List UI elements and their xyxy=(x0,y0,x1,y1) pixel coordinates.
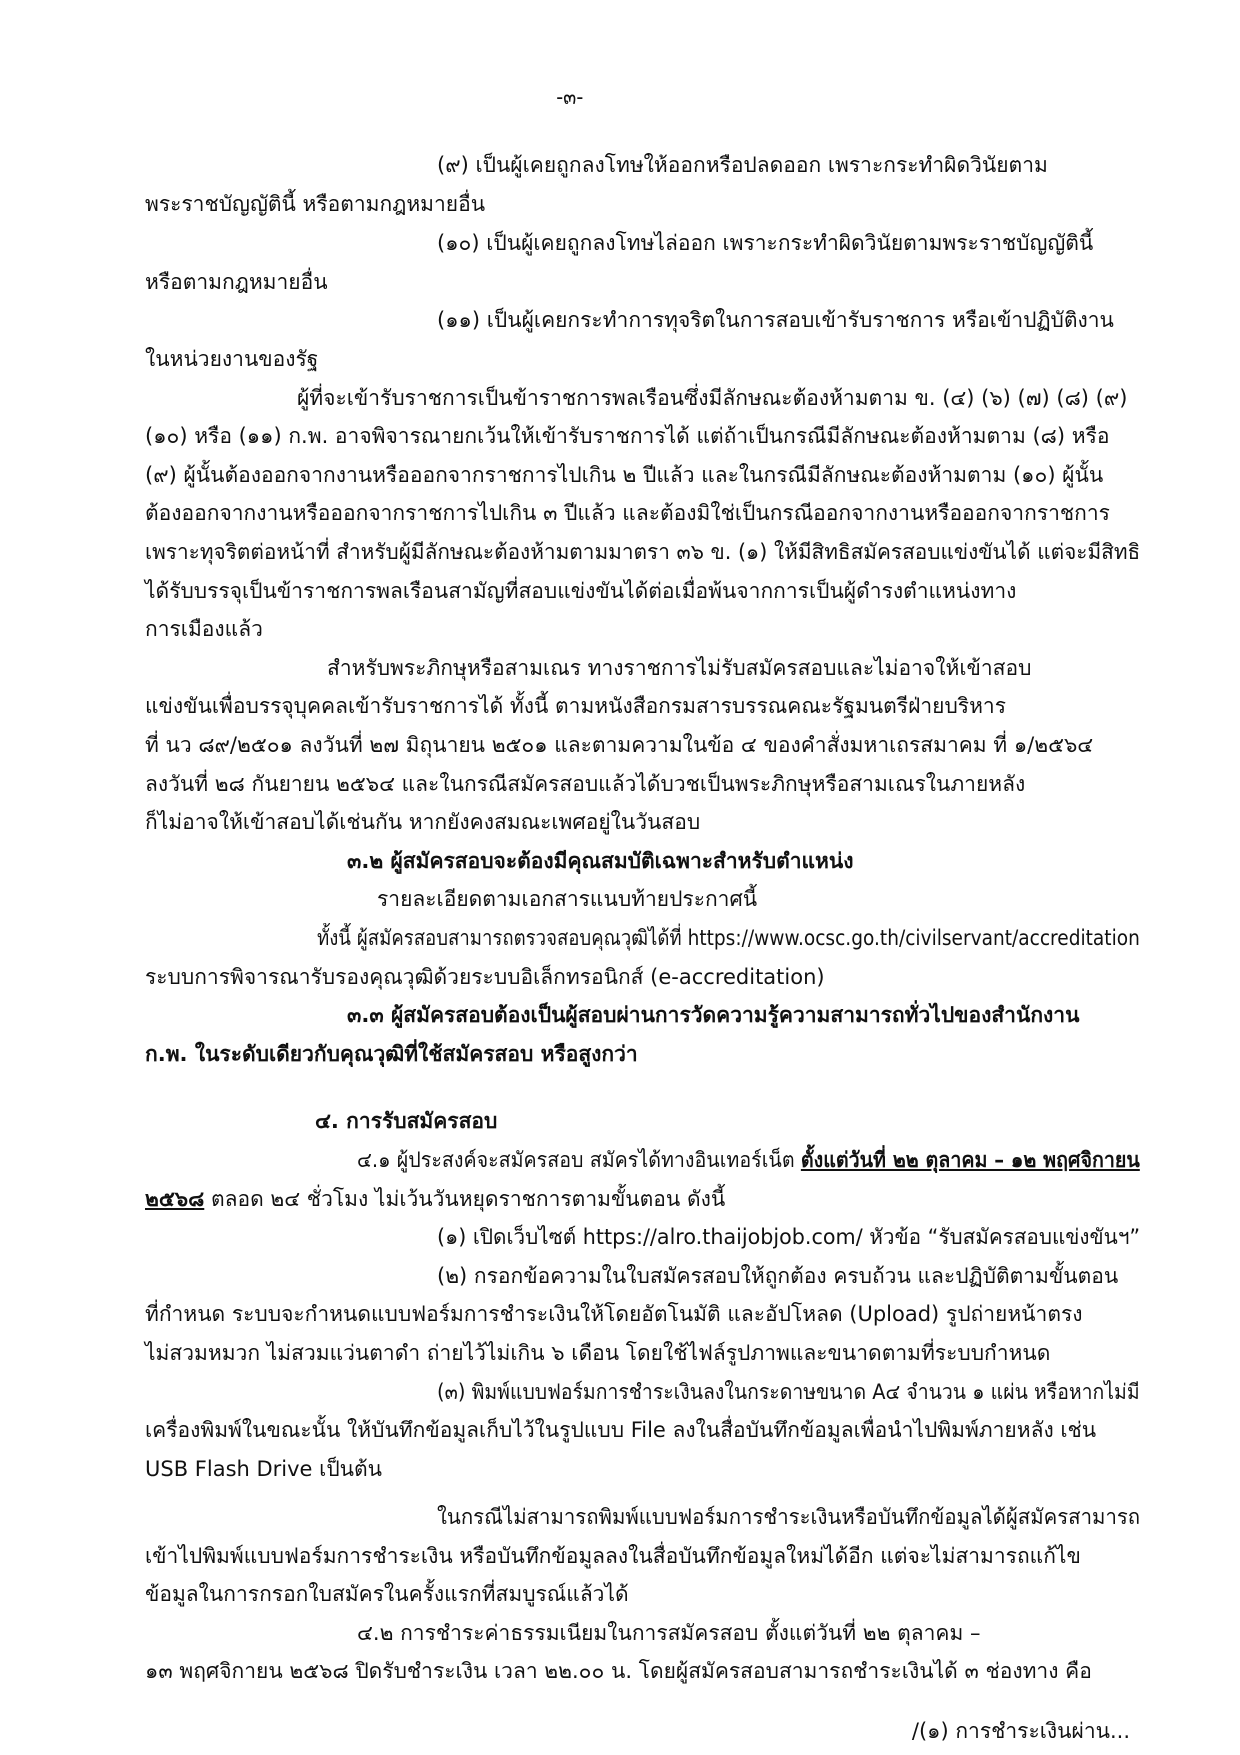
application-year: ๒๕๖๘ xyxy=(145,1186,205,1211)
text-line: ลงวันที่ ๒๘ กันยายน ๒๕๖๔ และในกรณีสมัครสอบแล้วได้บวชเป็นพระภิกษุหรือสามเณรในภายหลัง xyxy=(145,771,1026,796)
text-line: ในหน่วยงานของรัฐ xyxy=(145,346,319,371)
page-number: -๓- xyxy=(556,85,584,109)
text-line: ก็ไม่อาจให้เข้าสอบได้เช่นกัน หากยังคงสมณะเพศอยู่ในวันสอบ xyxy=(145,810,701,835)
text-line: ก.พ. ในระดับเดียวกับคุณวุฒิที่ใช้สมัครสอบ หรือสูงกว่า xyxy=(145,1041,638,1066)
text-line: USB Flash Drive เป็นต้น xyxy=(145,1456,383,1481)
text-line: ๑๓ พฤศจิกายน ๒๕๖๘ ปิดรับชำระเงิน เวลา ๒๒.๐๐ น. โดยผู้สมัครสอบสามารถชำระเงินได้ ๓ ช่องทาง คือ xyxy=(145,1659,1092,1684)
text-line: (๓) พิมพ์แบบฟอร์มการชำระเงินลงในกระดาษขนาด A๔ จำนวน ๑ แผ่น หรือหากไม่มี xyxy=(437,1379,1140,1404)
text-line: ได้รับบรรจุเป็นข้าราชการพลเรือนสามัญที่สอบแข่งขันได้ต่อเมื่อพ้นจากการเป็นผู้ดำรงตำแหน่งทาง xyxy=(145,578,1017,603)
text-line: ไม่สวมหมวก ไม่สวมแว่นตาดำ ถ่ายไว้ไม่เกิน ๖ เดือน โดยใช้ไฟล์รูปภาพและขนาดตามที่ระบบกำหนด xyxy=(145,1340,1051,1365)
text-line: ทั้งนี้ ผู้สมัครสอบสามารถตรวจสอบคุณวุฒิได้ที่ https://www.ocsc.go.th/civilservant/accreditation xyxy=(317,925,1140,950)
text-line: ต้องออกจากงานหรือออกจากราชการไปเกิน ๓ ปีแล้ว และต้องมิใช่เป็นกรณีออกจากงานหรือออกจากราชการ xyxy=(145,501,1110,526)
text-line: (๙) เป็นผู้เคยถูกลงโทษให้ออกหรือปลดออก เพราะกระทำผิดวินัยตาม xyxy=(437,153,1048,177)
text-line xyxy=(145,1184,725,1214)
text-line: การเมืองแล้ว xyxy=(145,617,263,642)
text-line: รายละเอียดตามเอกสารแนบท้ายประกาศนี้ xyxy=(377,887,758,912)
text-line: ผู้ที่จะเข้ารับราชการเป็นข้าราชการพลเรือนซึ่งมีลักษณะต้องห้ามตาม ข. (๔) (๖) (๗) (๘) (๙) xyxy=(297,385,1128,410)
text-line: (๒) กรอกข้อความในใบสมัครสอบให้ถูกต้อง ครบถ้วน และปฏิบัติตามขั้นตอน xyxy=(437,1263,1119,1288)
text-line: (๑๑) เป็นผู้เคยกระทำการทุจริตในการสอบเข้ารับราชการ หรือเข้าปฏิบัติงาน xyxy=(437,308,1114,333)
text-line: เข้าไปพิมพ์แบบฟอร์มการชำระเงิน หรือบันทึกข้อมูลลงในสื่อบันทึกข้อมูลใหม่ได้อีก แต่จะไม่สามารถแก้ไข xyxy=(145,1543,1081,1568)
text-line: (๑๐) หรือ (๑๑) ก.พ. อาจพิจารณายกเว้นให้เข้ารับราชการได้ แต่ถ้าเป็นกรณีมีลักษณะต้องห้ามตาม (๘) หรือ xyxy=(145,424,1110,449)
application-period: ตั้งแต่วันที่ ๒๒ ตุลาคม – ๑๒ พฤศจิกายน xyxy=(800,1147,1140,1172)
text-line: ที่ นว ๘๙/๒๕๐๑ ลงวันที่ ๒๗ มิถุนายน ๒๕๐๑ และตามความในข้อ ๔ ของคำสั่งมหาเถรสมาคม ที่ ๑/๒๕๖๔ xyxy=(145,732,1094,757)
text-line: เครื่องพิมพ์ในขณะนั้น ให้บันทึกข้อมูลเก็บไว้ในรูปแบบ File ลงในสื่อบันทึกข้อมูลเพื่อนำไปพิมพ์ภายหลัง เช่น xyxy=(145,1418,1097,1443)
text-line: (๑) เปิดเว็บไซต์ https://alro.thaijobjob.com/ หัวข้อ “รับสมัครสอบแข่งขันฯ” xyxy=(437,1225,1141,1250)
text-line: ในกรณีไม่สามารถพิมพ์แบบฟอร์มการชำระเงินหรือบันทึกข้อมูลได้ผู้สมัครสามารถ xyxy=(437,1504,1141,1529)
text-line: สำหรับพระภิกษุหรือสามเณร ทางราชการไม่รับสมัครสอบและไม่อาจให้เข้าสอบ xyxy=(327,655,1032,680)
text-line: แข่งขันเพื่อบรรจุบุคคลเข้ารับราชการได้ ทั้งนี้ ตามหนังสือกรมสารบรรณคณะรัฐมนตรีฝ่ายบริหาร xyxy=(145,694,1006,719)
text-line: พระราชบัญญัตินี้ หรือตามกฎหมายอื่น xyxy=(145,191,486,216)
text-line: ๔.๒ การชำระค่าธรรมเนียมในการสมัครสอบ ตั้งแต่วันที่ ๒๒ ตุลาคม – xyxy=(357,1620,981,1645)
text-line: (๙) ผู้นั้นต้องออกจากงานหรือออกจากราชการไปเกิน ๒ ปีแล้ว และในกรณีมีลักษณะต้องห้ามตาม (๑๐) ผู้นั้น xyxy=(145,462,1104,487)
text-line: ระบบการพิจารณารับรองคุณวุฒิด้วยระบบอิเล็กทรอนิกส์ (e-accreditation) xyxy=(145,964,825,989)
text-line xyxy=(357,1145,1140,1175)
text-line: ข้อมูลในการกรอกใบสมัครในครั้งแรกที่สมบูรณ์แล้วได้ xyxy=(145,1582,629,1607)
footer-continuation: /(๑) การชำระเงินผ่าน... xyxy=(911,1719,1130,1743)
section-heading: ๔. การรับสมัครสอบ xyxy=(315,1109,498,1134)
text-line: เพราะทุจริตต่อหน้าที่ สำหรับผู้มีลักษณะต้องห้ามตามมาตรา ๓๖ ข. (๑) ให้มีสิทธิสมัครสอบแข่งขันได้ แต่จะมีสิทธิ xyxy=(145,539,1141,564)
text-line: (๑๐) เป็นผู้เคยถูกลงโทษไล่ออก เพราะกระทำผิดวินัยตามพระราชบัญญัตินี้ xyxy=(437,231,1094,256)
text-segment: ๔.๑ ผู้ประสงค์จะสมัครสอบ สมัครได้ทางอินเทอร์เน็ต xyxy=(357,1147,795,1172)
text-segment: ตลอด ๒๔ ชั่วโมง ไม่เว้นวันหยุดราชการตามขั้นตอน ดังนี้ xyxy=(210,1186,726,1211)
section-heading: ๓.๒ ผู้สมัครสอบจะต้องมีคุณสมบัติเฉพาะสำหรับตำแหน่ง xyxy=(347,848,854,873)
text-line: ที่กำหนด ระบบจะกำหนดแบบฟอร์มการชำระเงินให้โดยอัตโนมัติ และอัปโหลด (Upload) รูปถ่ายหน้าตรง xyxy=(145,1302,1083,1327)
text-line: หรือตามกฎหมายอื่น xyxy=(145,269,328,294)
section-heading: ๓.๓ ผู้สมัครสอบต้องเป็นผู้สอบผ่านการวัดความรู้ความสามารถทั่วไปของสำนักงาน xyxy=(347,1003,1080,1028)
